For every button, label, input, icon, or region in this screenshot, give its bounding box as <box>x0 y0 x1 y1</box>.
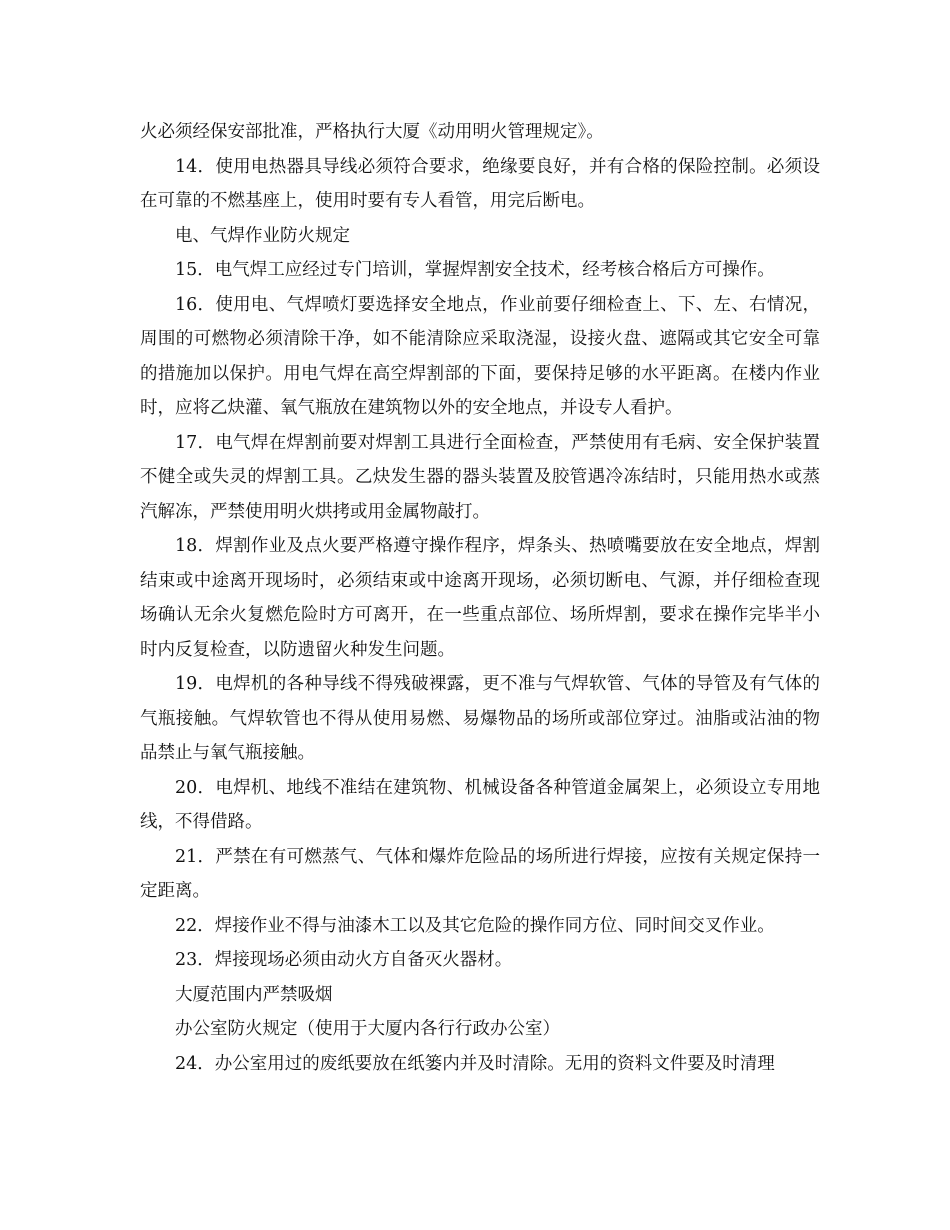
paragraph-item-16: 16．使用电、气焊喷灯要选择安全地点，作业前要仔细检查上、下、左、右情况，周围的可燃物必须清除干净，如不能清除应采取浇湿，设接火盘、遮隔或其它安全可靠的措施加以保护。用电气焊在高空焊割部的下面，要保持足够的水平距离。在楼内作业时，应将乙炔灌、氧气瓶放在建筑物以外的安全地点，并设专人看护。 <box>140 294 820 418</box>
paragraph-item-17: 17．电气焊在焊割前要对焊割工具进行全面检查，严禁使用有毛病、安全保护装置不健全或失灵的焊割工具。乙炔发生器的器头装置及胶管遇冷冻结时，只能用热水或蒸汽解冻，严禁使用明火烘拷或用金属物敲打。 <box>140 432 820 522</box>
paragraph-item-22: 22．焊接作业不得与油漆木工以及其它危险的操作同方位、同时间交叉作业。 <box>175 915 775 936</box>
paragraph-item-21: 21．严禁在有可燃蒸气、气体和爆炸危险品的场所进行焊接，应按有关规定保持一定距离。 <box>140 846 820 901</box>
section-heading-no-smoking: 大厦范围内严禁吸烟 <box>175 984 333 1005</box>
paragraph-item-23: 23．焊接现场必须由动火方自备灭火器材。 <box>175 950 513 970</box>
section-heading-office: 办公室防火规定（使用于大厦内各行行政办公室） <box>175 1019 560 1039</box>
paragraph-item-15: 15．电气焊工应经过专门培训，掌握焊割安全技术，经考核合格后方可操作。 <box>175 260 775 280</box>
document-body <box>140 115 820 1081</box>
paragraph-item-24: 24．办公室用过的废纸要放在纸篓内并及时清除。无用的资料文件要及时清理 <box>175 1053 775 1074</box>
paragraph-item-18: 18．焊割作业及点火要严格遵守操作程序，焊条头、热喷嘴要放在安全地点，焊割结束或中途离开现场时，必须结束或中途离开现场，必须切断电、气源，并仔细检查现场确认无余火复燃危险时方可离开，在一些重点部位、场所焊割，要求在操作完毕半小时内反复检查，以防遗留火种发生问题。 <box>140 536 820 660</box>
paragraph-continuation: 火必须经保安部批准，严格执行大厦《动用明火管理规定》。 <box>140 122 604 142</box>
paragraph-item-19: 19．电焊机的各种导线不得残破裸露，更不准与气焊软管、气体的导管及有气体的气瓶接触。气焊软管也不得从使用易燃、易爆物品的场所或部位穿过。油脂或沾油的物品禁止与氧气瓶接触。 <box>140 674 820 763</box>
paragraph-item-14: 14．使用电热器具导线必须符合要求，绝缘要良好，并有合格的保险控制。必须设在可靠的不燃基座上，使用时要有专人看管，用完后断电。 <box>140 156 820 211</box>
paragraph-item-20: 20．电焊机、地线不准结在建筑物、机械设备各种管道金属架上，必须设立专用地线，不得借路。 <box>140 777 820 832</box>
section-heading-welding: 电、气焊作业防火规定 <box>175 225 350 246</box>
